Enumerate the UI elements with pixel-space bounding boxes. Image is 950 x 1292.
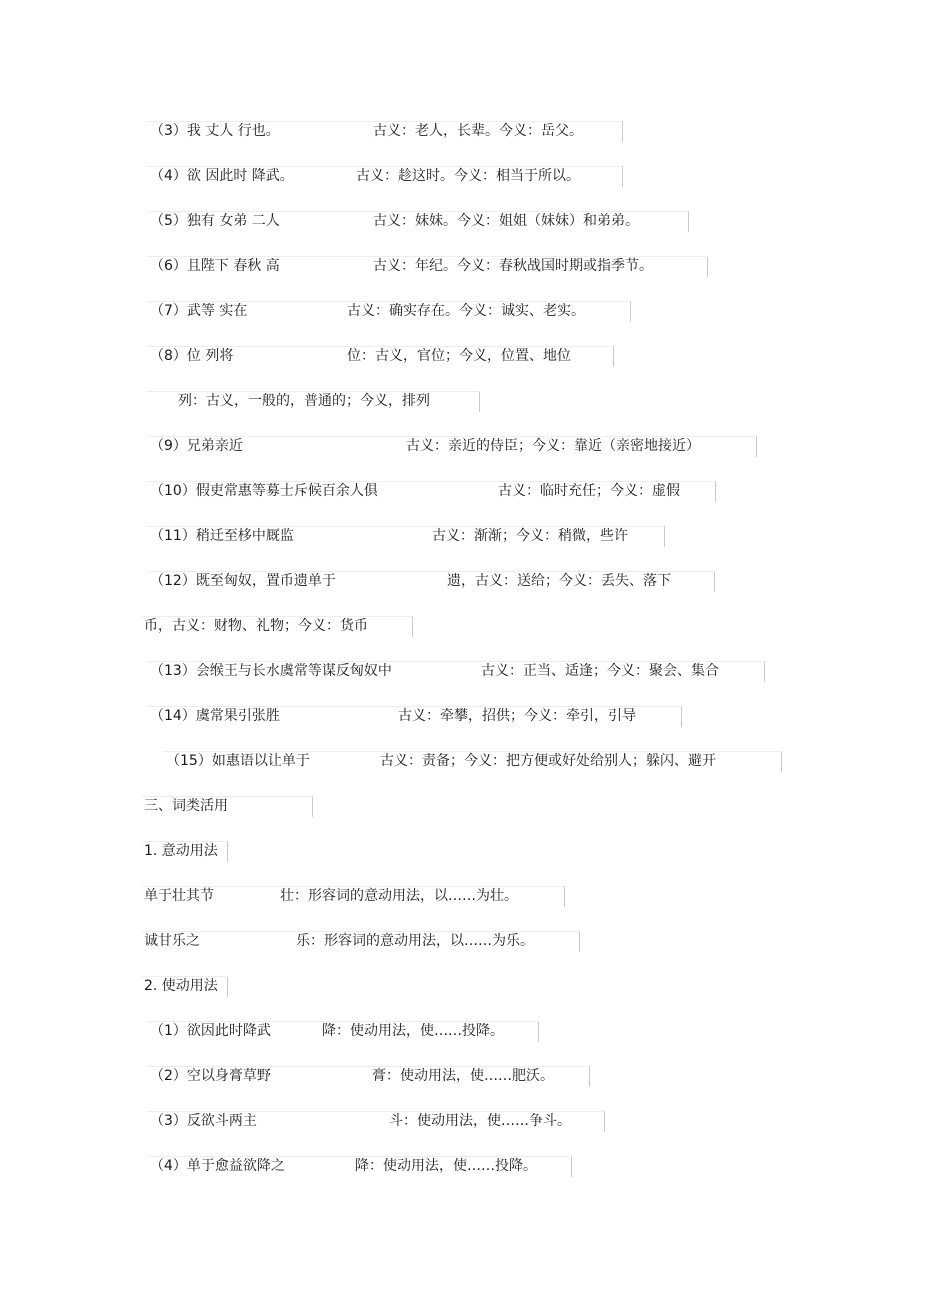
shidong-phrase: （1）欲因此时降武 [150,1023,271,1039]
yidong-phrase: 诚甘乐之 [144,933,200,949]
gujin-meaning: 古义：妹妹。今义：姐姐（妹妹）和弟弟。 [373,213,639,229]
yidong-phrase: 单于壮其节 [144,888,214,904]
shidong-explanation: 斗：使动用法，使……争斗。 [389,1113,571,1129]
gujin-phrase: （10）假吏常惠等募士斥候百余人俱 [150,483,378,499]
yidong-heading: 1. 意动用法 [144,843,218,859]
yidong-explanation: 乐：形容词的意动用法，以……为乐。 [296,933,534,949]
gujin-phrase: （15）如惠语以让单于 [166,753,310,769]
gujin-phrase: （14）虞常果引张胜 [150,708,280,724]
gujin-meaning: 遗，古义：送给；今义：丢失、落下 [447,573,671,589]
gujin-meaning: 古义：正当、适逢；今义：聚会、集合 [481,663,719,679]
yidong-explanation: 壮：形容词的意动用法，以……为壮。 [280,888,518,904]
gujin-phrase: （12）既至匈奴，置币遗单于 [150,573,336,589]
gujin-phrase: （7）武等 实在 [150,303,248,319]
gujin-meaning: 古义：临时充任；今义：虚假 [498,483,680,499]
shidong-phrase: （3）反欲斗两主 [150,1113,257,1129]
gujin-phrase: （11）稍迁至栘中厩监 [150,528,294,544]
gujin-phrase: （3）我 丈人 行也。 [150,123,280,139]
gujin-meaning: 古义：确实存在。今义：诚实、老实。 [347,303,585,319]
section-title: 三、词类活用 [144,798,228,814]
gujin-meaning: 列：古义，一般的，普通的；今义，排列 [178,393,430,409]
shidong-explanation: 降：使动用法，使……投降。 [322,1023,504,1039]
gujin-meaning: 古义：渐渐；今义：稍微，些许 [432,528,628,544]
gujin-meaning: 古义：责备；今义：把方便或好处给别人；躲闪、避开 [380,753,716,769]
gujin-meaning: 古义：老人，长辈。今义：岳父。 [373,123,583,139]
gujin-meaning: 古义：趁这时。今义：相当于所以。 [356,168,580,184]
gujin-meaning: 古义：年纪。今义：春秋战国时期或指季节。 [373,258,653,274]
shidong-explanation: 降：使动用法，使……投降。 [355,1158,537,1174]
gujin-phrase: （4）欲 因此时 降武。 [150,168,294,184]
shidong-explanation: 膏：使动用法，使……肥沃。 [372,1068,554,1084]
gujin-meaning: 位：古义，官位；今义，位置、地位 [347,348,571,364]
gujin-phrase: （13）会缑王与长水虞常等谋反匈奴中 [150,663,392,679]
gujin-phrase: （5）独有 女弟 二人 [150,213,280,229]
gujin-phrase: （9）兄弟亲近 [150,438,243,454]
shidong-heading: 2. 使动用法 [144,978,218,994]
shidong-phrase: （2）空以身膏草野 [150,1068,271,1084]
shidong-phrase: （4）单于愈益欲降之 [150,1158,285,1174]
gujin-meaning: 币，古义：财物、礼物；今义：货币 [144,618,368,634]
gujin-meaning: 古义：亲近的侍臣；今义：靠近（亲密地接近） [406,438,700,454]
gujin-phrase: （6）且陛下 春秋 高 [150,258,280,274]
gujin-phrase: （8）位 列将 [150,348,234,364]
gujin-meaning: 古义：牵攀，招供；今义：牵引，引导 [398,708,636,724]
